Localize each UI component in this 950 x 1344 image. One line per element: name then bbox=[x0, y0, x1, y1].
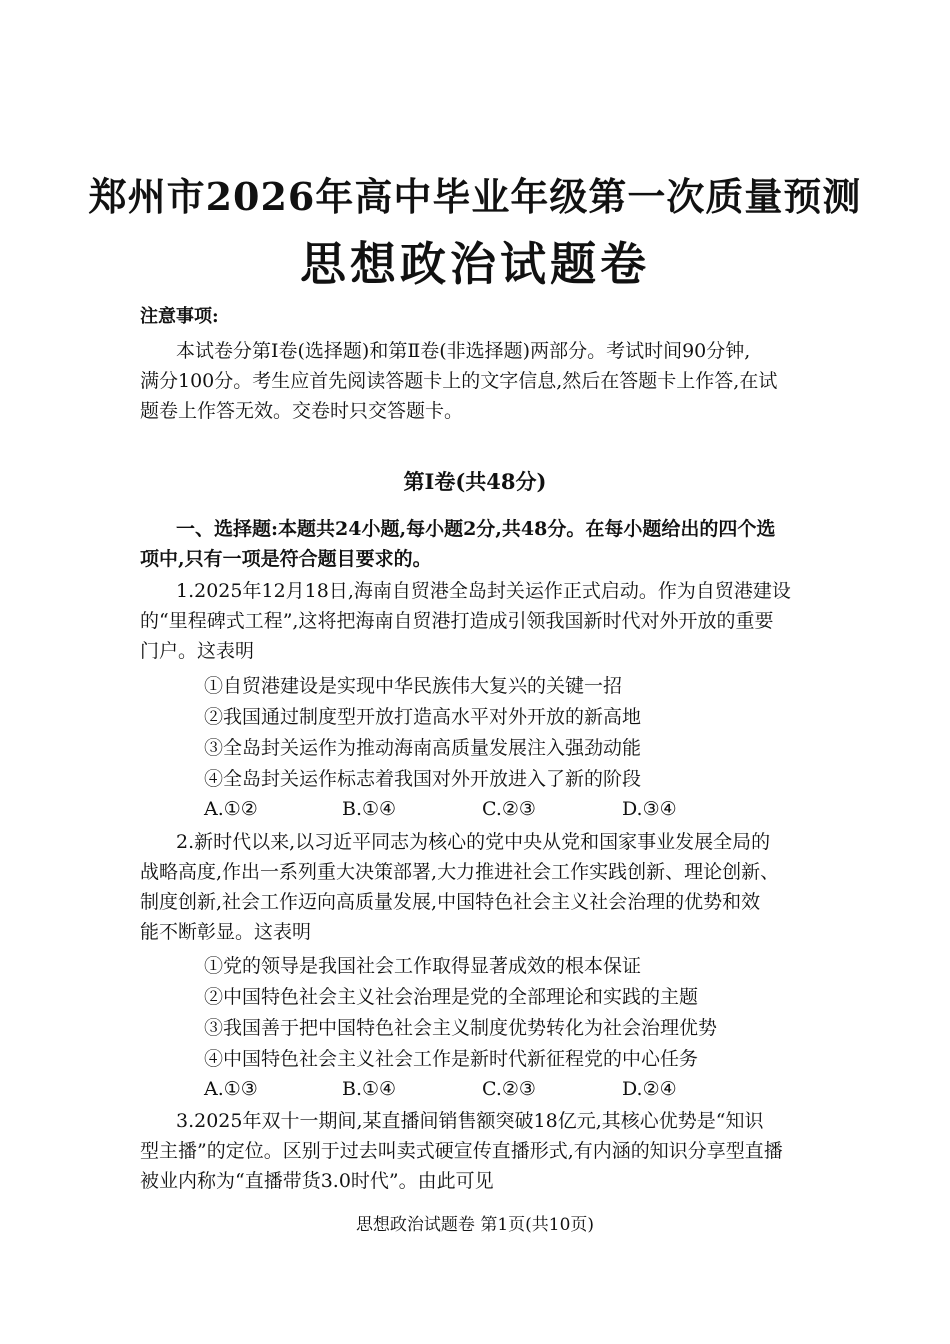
choice-a: A.①② bbox=[204, 798, 258, 820]
choice-c: C.②③ bbox=[482, 798, 536, 820]
question-2-option-4: ④中国特色社会主义社会工作是新时代新征程党的中心任务 bbox=[204, 1048, 699, 1070]
notice-label: 注意事项: bbox=[140, 306, 219, 327]
instruction-line: 一、选择题:本题共24小题,每小题2分,共48分。在每小题给出的四个选 bbox=[176, 518, 776, 540]
choice-d: D.③④ bbox=[622, 798, 677, 820]
stem-line: 1.2025年12月18日,海南自贸港全岛封关运作正式启动。作为自贸港建设 bbox=[176, 580, 791, 602]
question-2-stem bbox=[140, 827, 816, 947]
choice-a: A.①③ bbox=[204, 1078, 258, 1100]
question-1-option-4: ④全岛封关运作标志着我国对外开放进入了新的阶段 bbox=[204, 768, 642, 790]
question-2-option-2: ②中国特色社会主义社会治理是党的全部理论和实践的主题 bbox=[204, 986, 699, 1008]
question-1-option-1: ①自贸港建设是实现中华民族伟大复兴的关键一招 bbox=[204, 675, 623, 697]
section-instruction bbox=[140, 514, 816, 574]
question-2-option-1: ①党的领导是我国社会工作取得显著成效的根本保证 bbox=[204, 955, 642, 977]
page-footer: 思想政治试题卷 第1页(共10页) bbox=[355, 1215, 595, 1235]
stem-line: 被业内称为“直播带货3.0时代”。由此可见 bbox=[140, 1170, 494, 1192]
question-3-stem bbox=[140, 1106, 816, 1196]
choice-b: B.①④ bbox=[342, 1078, 397, 1100]
notice-text bbox=[140, 336, 816, 426]
stem-line: 能不断彰显。这表明 bbox=[140, 921, 312, 943]
question-1-stem bbox=[140, 576, 816, 666]
notice-line: 满分100分。考生应首先阅读答题卡上的文字信息,然后在答题卡上作答,在试 bbox=[140, 370, 778, 392]
exam-subject-title: 思想政治试题卷 bbox=[300, 237, 650, 291]
stem-line: 门户。这表明 bbox=[140, 640, 255, 662]
choice-d: D.②④ bbox=[622, 1078, 677, 1100]
section-title: 第Ⅰ卷(共48分) bbox=[403, 469, 547, 494]
stem-line: 3.2025年双十一期间,某直播间销售额突破18亿元,其核心优势是“知识 bbox=[176, 1110, 764, 1132]
stem-line: 战略高度,作出一系列重大决策部署,大力推进社会工作实践创新、理论创新、 bbox=[140, 861, 780, 883]
stem-line: 型主播”的定位。区别于过去叫卖式硬宣传直播形式,有内涵的知识分享型直播 bbox=[140, 1140, 783, 1162]
stem-line: 制度创新,社会工作迈向高质量发展,中国特色社会主义社会治理的优势和效 bbox=[140, 891, 761, 913]
notice-line: 题卷上作答无效。交卷时只交答题卡。 bbox=[140, 400, 464, 422]
question-2-option-3: ③我国善于把中国特色社会主义制度优势转化为社会治理优势 bbox=[204, 1017, 718, 1039]
choice-b: B.①④ bbox=[342, 798, 397, 820]
stem-line: 的“里程碑式工程”,这将把海南自贸港打造成引领我国新时代对外开放的重要 bbox=[140, 610, 774, 632]
choice-c: C.②③ bbox=[482, 1078, 536, 1100]
exam-title: 郑州市2026年高中毕业年级第一次质量预测 bbox=[88, 174, 862, 219]
question-1-option-3: ③全岛封关运作为推动海南高质量发展注入强劲动能 bbox=[204, 737, 642, 759]
question-1-option-2: ②我国通过制度型开放打造高水平对外开放的新高地 bbox=[204, 706, 642, 728]
notice-line: 本试卷分第Ⅰ卷(选择题)和第Ⅱ卷(非选择题)两部分。考试时间90分钟, bbox=[176, 340, 751, 362]
instruction-line: 项中,只有一项是符合题目要求的。 bbox=[140, 548, 432, 570]
stem-line: 2.新时代以来,以习近平同志为核心的党中央从党和国家事业发展全局的 bbox=[176, 831, 771, 853]
